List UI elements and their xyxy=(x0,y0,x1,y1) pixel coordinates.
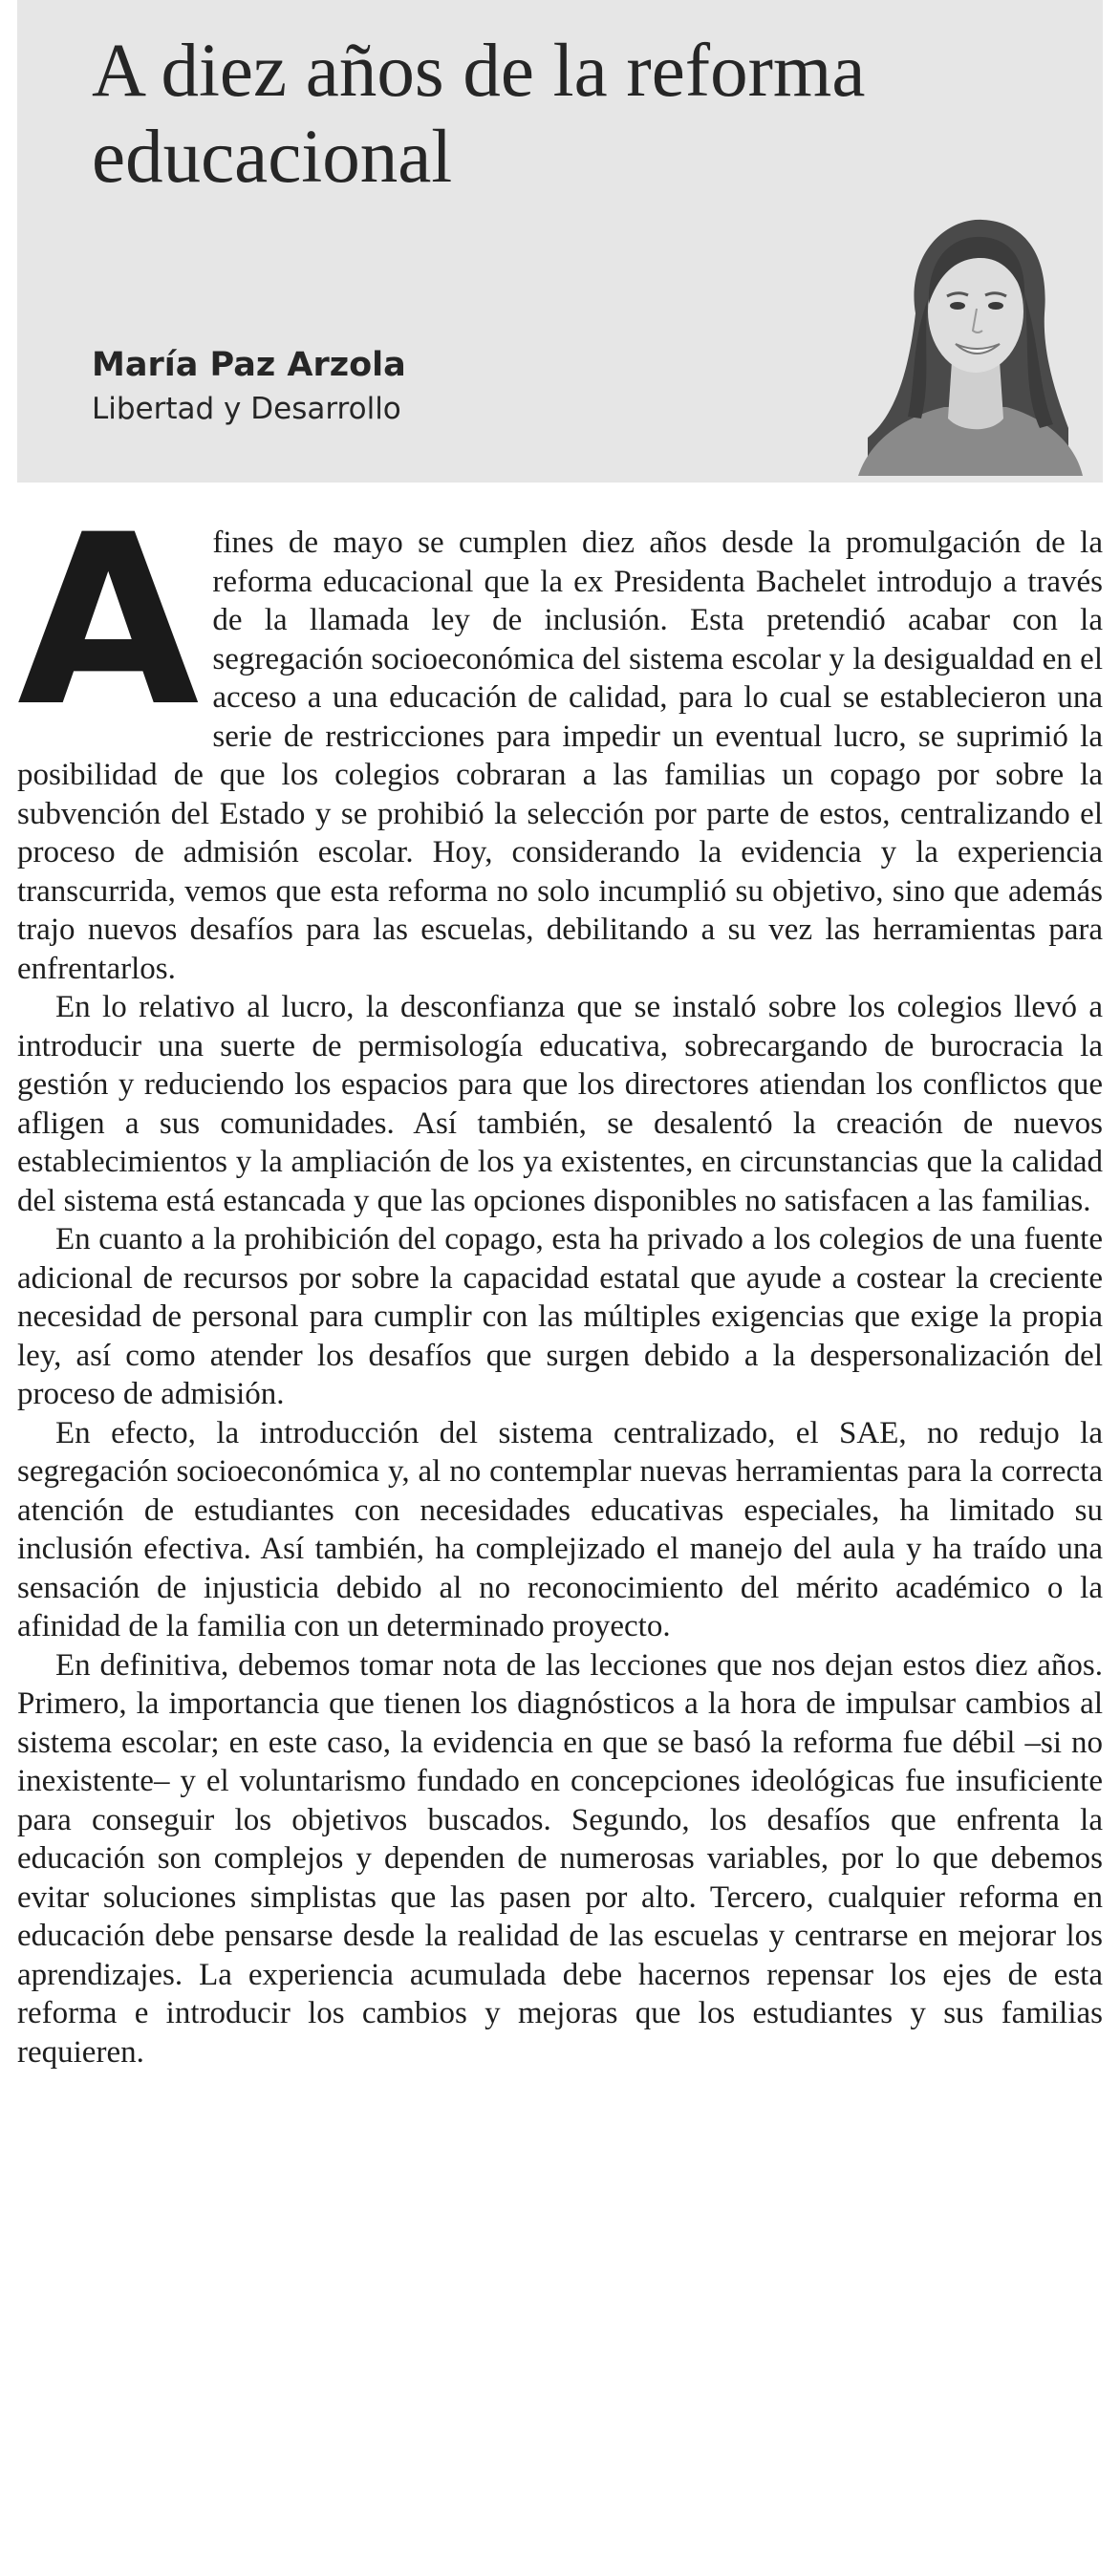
article-paragraph-text: fines de mayo se cumplen diez años desde la promulgación de la reforma educacional que la ex Presidenta Bachelet introdujo a través de la llamada ley de inclusión. Esta pretendió acabar con la segregación socioeconómica del sistema escolar y la desigualdad en el acceso a una educación de calidad, para lo cual se establecieron una serie de restricciones para impedir un eventual lucro, se suprimió la posibilidad de que los colegios cobraran a las familias un copago por sobre la subvención del Estado y se prohibió la selección por parte de estos, centralizando el proceso de admisión escolar. Hoy, considerando la evidencia y la experiencia transcurrida, vemos que esta reforma no solo incumplió su objetivo, sino que además trajo nuevos desafíos para las escuelas, debilitando a su vez las herramientas para enfrentarlos. xyxy=(17,526,1103,986)
drop-cap: A xyxy=(17,485,200,759)
article-paragraph: En efecto, la introducción del sistema centralizado, el SAE, no redujo la segregación socioeconómica y, al no contemplar nuevas herramientas para la correcta atención de estudiantes con necesidades educativas especiales, ha limitado su inclusión efectiva. Así también, ha complejizado el manejo del aula y ha traído una sensación de injusticia debido al no reconocimiento del mérito académico o la afinidad de la familia con un determinado proyecto. xyxy=(17,1415,1103,1643)
article-header xyxy=(17,0,1103,483)
author-portrait xyxy=(849,199,1088,476)
article-body xyxy=(17,485,1103,2072)
article-paragraph: En cuanto a la prohibición del copago, esta ha privado a los colegios de una fuente adicional de recursos por sobre la capacidad estatal que ayude a costear la creciente necesidad de personal para cumplir con las múltiples exigencias que exige la propia ley, así como atender los desafíos que surgen debido a la despersonalización del proceso de admisión. xyxy=(17,1222,1103,1411)
author-affiliation: Libertad y Desarrollo xyxy=(92,392,401,426)
author-name: María Paz Arzola xyxy=(92,346,406,384)
article-paragraph: En lo relativo al lucro, la desconfianza que se instaló sobre los colegios llevó a introducir una suerte de permisología educativa, sobrecargando de burocracia la gestión y reduciendo los espacios para que los directores atiendan los conflictos que afligen a sus comunidades. Así también, se desalentó la creación de nuevos establecimientos y la ampliación de los ya existentes, en circunstancias que la calidad del sistema está estancada y que las opciones disponibles no satisfacen a las familias. xyxy=(17,990,1103,1218)
article-title: A diez años de la reforma educacional xyxy=(92,30,866,199)
article-paragraph: En definitiva, debemos tomar nota de las lecciones que nos dejan estos diez años. Primero, la importancia que tienen los diagnósticos a la hora de impulsar cambios al sistema escolar; en este caso, la evidencia en que se basó la reforma fue débil –si no inexistente– y el voluntarismo fundado en concepciones ideológicas fue insuficiente para conseguir los objetivos buscados. Segundo, los desafíos que enfrenta la educación son complejos y dependen de numerosas variables, por lo que debemos evitar soluciones simplistas que las pasen por alto. Tercero, cualquier reforma en educación debe pensarse desde la realidad de las escuelas y centrarse en mejorar los aprendizajes. La experiencia acumulada debe hacernos repensar los ejes de esta reforma e introducir los cambios y mejoras que los estudiantes y sus familias requieren. xyxy=(17,1647,1103,2070)
article-paragraph xyxy=(17,485,1103,988)
